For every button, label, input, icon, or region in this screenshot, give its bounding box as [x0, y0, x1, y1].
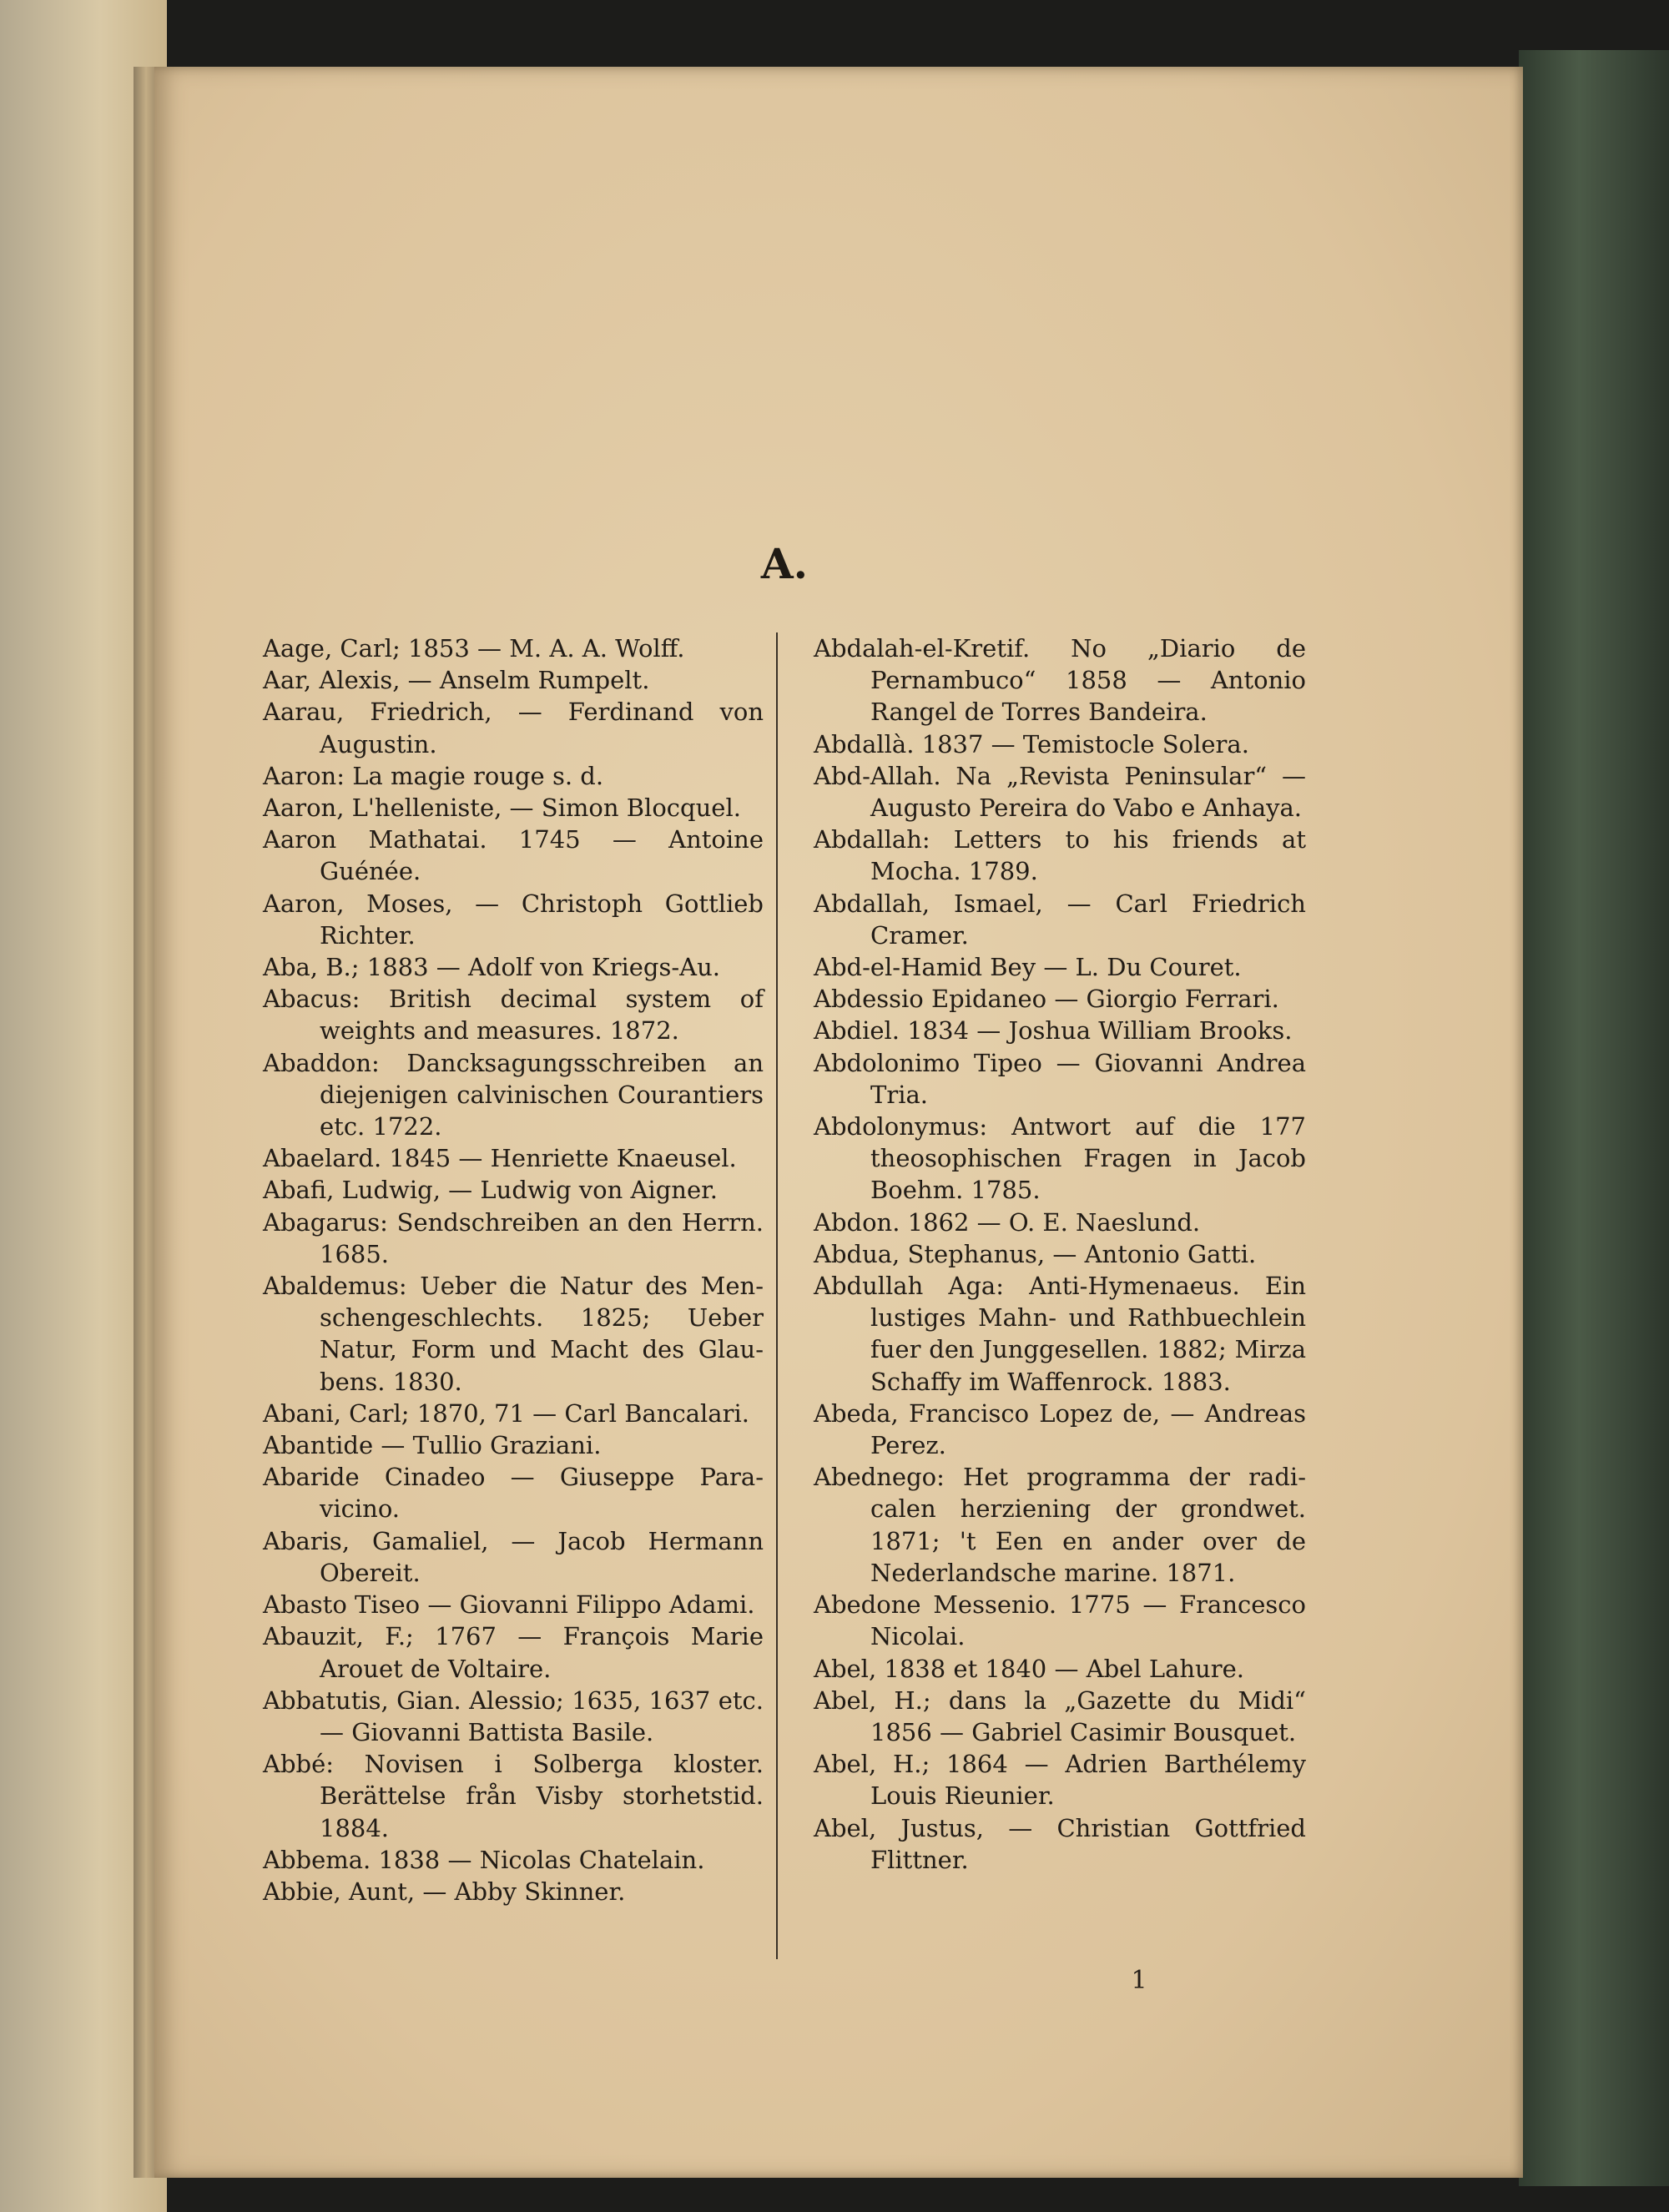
index-entry: Abbie, Aunt, — Abby Skinner.: [263, 1877, 626, 1906]
index-entry: Aaron Mathatai. 1745 — Antoine Guénée.: [263, 825, 764, 886]
index-entry: Aarau, Friedrich, — Ferdinand von Augustin.: [263, 698, 764, 758]
index-entry: Abdua, Stephanus, — Antonio Gatti.: [814, 1239, 1257, 1268]
index-entry: Aar, Alexis, — Anselm Rumpelt.: [263, 666, 650, 695]
right-column: [814, 632, 1306, 1876]
index-entry: Aaron, Moses, — Christoph Gottlieb Richter.: [263, 889, 764, 950]
index-entry: Abdolonymus: Antwort auf die 177 theosophischen Fragen in Jacob Boehm. 1785.: [814, 1112, 1306, 1205]
index-entry: Abel, H.; 1864 — Adrien Barthélemy Louis Rieunier.: [814, 1750, 1306, 1811]
index-entry: Abaris, Gamaliel, — Jacob Hermann Obereit.: [263, 1526, 764, 1587]
index-entry: Abantide — Tullio Graziani.: [263, 1431, 602, 1460]
index-entry: Abbé: Novisen i Solberga kloster. Berättelse från Visby storhetstid. 1884.: [263, 1750, 764, 1842]
index-entry: Aba, B.; 1883 — Adolf von Kriegs-Au.: [263, 953, 720, 982]
index-entry: Abafi, Ludwig, — Ludwig von Aigner.: [263, 1176, 719, 1205]
index-entry: Abdullah Aga: Anti-Hymenaeus. Ein lustiges Mahn- und Rathbuechlein fuer den Junggesellen. 1882; Mirza Schaffy im Waffenrock. 1883.: [814, 1272, 1306, 1396]
index-entry: Abd-el-Hamid Bey — L. Du Couret.: [814, 953, 1242, 982]
index-entry: Abdessio Epidaneo — Giorgio Ferrari.: [814, 985, 1279, 1014]
index-entry: Abdalah-el-Kretif. No „Diario de Pernambuco“ 1858 — Antonio Rangel de Torres Bandeira.: [814, 634, 1306, 727]
section-letter-heading: A.: [760, 539, 809, 588]
book-cover-right: [1519, 50, 1669, 2186]
index-entry: Abd-Allah. Na „Revista Peninsular“ — Augusto Pereira do Vabo e Anhaya.: [814, 761, 1306, 823]
column-divider: [776, 632, 778, 1959]
index-entry: Abaldemus: Ueber die Natur des Menschengeschlechts. 1825; Ueber Natur, Form und Macht des Glaubens. 1830.: [263, 1272, 764, 1396]
index-entry: Abacus: British decimal system of weights and measures. 1872.: [263, 985, 764, 1046]
index-entry: Abasto Tiseo — Giovanni Filippo Adami.: [263, 1590, 755, 1620]
index-entry: Aage, Carl; 1853 — M. A. A. Wolff.: [263, 634, 685, 663]
index-entry: Abani, Carl; 1870, 71 — Carl Bancalari.: [263, 1398, 749, 1428]
index-entry: Abdallà. 1837 — Temistocle Solera.: [814, 729, 1249, 758]
index-entry: Aaron: La magie rouge s. d.: [263, 761, 604, 790]
left-column: [263, 632, 764, 1907]
index-entry: Abbatutis, Gian. Alessio; 1635, 1637 etc. — Giovanni Battista Basile.: [263, 1685, 764, 1746]
index-entry: Abdallah: Letters to his friends at Mocha. 1789.: [814, 825, 1306, 886]
index-entry: Abdolonimo Tipeo — Giovanni Andrea Tria.: [814, 1048, 1306, 1109]
index-entry: Abel, 1838 et 1840 — Abel Lahure.: [814, 1654, 1244, 1683]
index-entry: Abaddon: Dancksagungsschreiben an diejenigen calvinischen Courantiers etc. 1722.: [263, 1048, 764, 1141]
index-entry: Abbema. 1838 — Nicolas Chatelain.: [263, 1845, 705, 1874]
index-entry: Abeda, Francisco Lopez de, — Andreas Perez.: [814, 1398, 1306, 1460]
index-entry: Abaelard. 1845 — Henriette Knaeusel.: [263, 1144, 737, 1173]
page-number: 1: [1131, 1966, 1147, 1995]
index-entry: Abdon. 1862 — O. E. Naeslund.: [814, 1207, 1201, 1237]
index-entry: Abdallah, Ismael, — Carl Friedrich Cramer.: [814, 889, 1306, 950]
index-entry: Abednego: Het programma der radicalen herziening der grondwet. 1871; 't Een en ander over de Nederlandsche marine. 1871.: [814, 1463, 1306, 1587]
index-entry: Abel, Justus, — Christian Gottfried Flittner.: [814, 1813, 1306, 1874]
index-entry: Abagarus: Sendschreiben an den Herrn. 1685.: [263, 1207, 764, 1268]
index-entry: Abedone Messenio. 1775 — Francesco Nicolai.: [814, 1590, 1306, 1651]
index-entry: Abel, H.; dans la „Gazette du Midi“ 1856 — Gabriel Casimir Bousquet.: [814, 1685, 1306, 1746]
index-entry: Abaride Cinadeo — Giuseppe Paravicino.: [263, 1463, 764, 1524]
index-entry: Aaron, L'helleniste, — Simon Blocquel.: [263, 794, 741, 823]
index-entry: Abauzit, F.; 1767 — François Marie Arouet de Voltaire.: [263, 1622, 764, 1683]
index-entry: Abdiel. 1834 — Joshua William Brooks.: [814, 1016, 1293, 1046]
